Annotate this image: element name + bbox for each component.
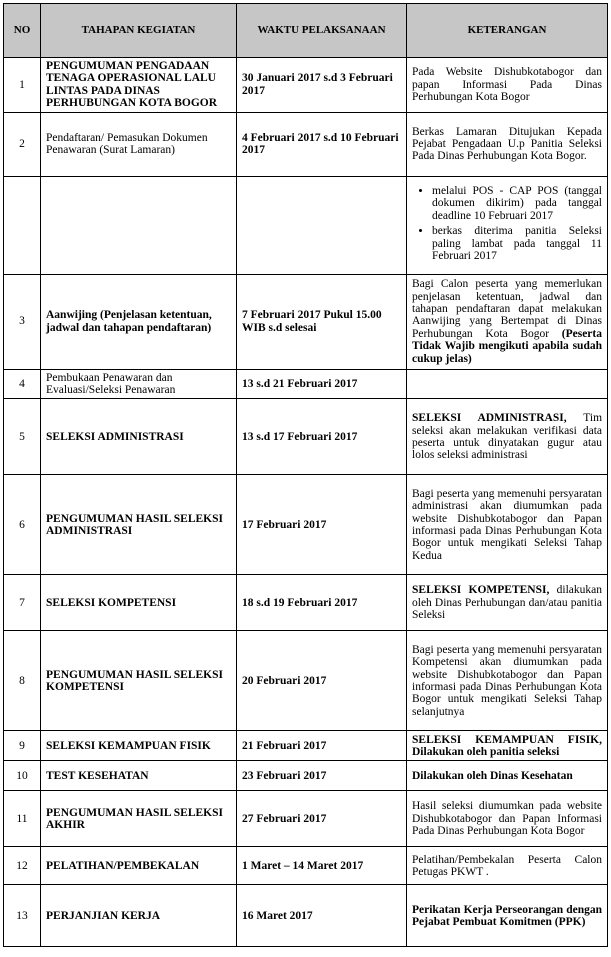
row-number: 1 [4,58,41,113]
table-row [4,731,608,761]
note-cell: Berkas Lamaran Ditujukan Kepada Pejabat Pengadaan U.p Panitia Seleksi Pada Dinas Perhubungan Kota Bogor. [407,112,608,176]
header-no: NO [4,4,41,58]
note-cell: Perikatan Kerja Perseorangan dengan Pejabat Pembuat Komitmen (PPK) [407,885,608,947]
activity-cell: PENGUMUMAN PENGADAAN TENAGA OPERASIONAL LALU LINTAS PADA DINAS PERHUBUNGAN KOTA BOGOR [41,58,237,113]
activity-cell: PERJANJIAN KERJA [41,885,237,947]
activity-cell: SELEKSI KEMAMPUAN FISIK [41,731,237,761]
table-row [4,575,608,631]
time-cell: 13 s.d 21 Februari 2017 [237,369,407,399]
table-row [4,791,608,847]
time-cell: 7 Februari 2017 Pukul 15.00 WIB s.d selesai [237,274,407,369]
row-number: 6 [4,475,41,575]
activity-cell: PENGUMUMAN HASIL SELEKSI KOMPETENSI [41,631,237,731]
note-cell: Bagi peserta yang memenuhi persyaratan Kompetensi akan diumumkan pada website Dishubkotabogor dan Papan informasi pada Dinas Perhubungan Kota Bogor untuk mengikati Seleksi Tahap selanjutnya [407,631,608,731]
activity-cell: SELEKSI KOMPETENSI [41,575,237,631]
header-row [4,4,608,58]
empty-cell [41,176,237,274]
table-row [4,176,608,274]
list-item: • berkas diterima panitia Seleksi paling lambat pada tanggal 11 Februari 2017 [432,225,602,262]
activity-cell: TEST KESEHATAN [41,761,237,791]
note-cell [407,176,608,274]
header-waktu: WAKTU PELAKSANAAN [237,4,407,58]
note-cell [407,369,608,399]
row-number: 13 [4,885,41,947]
table-row [4,631,608,731]
empty-cell [237,176,407,274]
note-cell [407,274,608,369]
time-cell: 1 Maret – 14 Maret 2017 [237,847,407,885]
activity-cell: Pembukaan Penawaran dan Evaluasi/Seleksi Penawaran [41,369,237,399]
note-cell: Hasil seleksi diumumkan pada website Dishubkotabogor dan Papan Informasi Pada Dinas Perhubungan Kota Bogor [407,791,608,847]
table-row [4,112,608,176]
table-row [4,761,608,791]
table-row [4,58,608,113]
list-item: • melalui POS - CAP POS (tanggal dokumen dikirim) pada tanggal deadline 10 Februari 2017 [432,185,602,222]
note-emphasis: SELEKSI KOMPETENSI, [412,584,550,597]
activity-cell: SELEKSI ADMINISTRASI [41,399,237,475]
table-row [4,885,608,947]
time-cell: 20 Februari 2017 [237,631,407,731]
time-cell: 4 Februari 2017 s.d 10 Februari 2017 [237,112,407,176]
activity-cell: Pendaftaran/ Pemasukan Dokumen Penawaran (Surat Lamaran) [41,112,237,176]
time-cell: 21 Februari 2017 [237,731,407,761]
note-emphasis: SELEKSI ADMINISTRASI, [412,412,567,425]
submission-notes-list [412,185,602,262]
row-number: 9 [4,731,41,761]
row-number: 5 [4,399,41,475]
row-number: 12 [4,847,41,885]
header-tahapan: TAHAPAN KEGIATAN [41,4,237,58]
note-emphasis: (Peserta Tidak Wajib mengikuti apabila sudah cukup jelas) [412,327,602,365]
time-cell: 18 s.d 19 Februari 2017 [237,575,407,631]
row-number: 10 [4,761,41,791]
time-cell: 27 Februari 2017 [237,791,407,847]
row-number: 7 [4,575,41,631]
activity-cell: PENGUMUMAN HASIL SELEKSI AKHIR [41,791,237,847]
note-text: Bagi Calon peserta yang memerlukan penjelasan ketentuan, jadwal dan tahapan pendaftaran dapat melakukan Aanwijing yang Bertempat di Dinas Perhubungan Kota Bogor [412,278,602,340]
time-cell: 13 s.d 17 Februari 2017 [237,399,407,475]
row-number: 11 [4,791,41,847]
header-keterangan: KETERANGAN [407,4,608,58]
table-row [4,847,608,885]
note-text: Tim seleksi akan melakukan verifikasi data peserta untuk dinyatakan gugur atau lolos seleksi administrasi [412,412,603,462]
empty-cell [4,176,41,274]
row-number: 4 [4,369,41,399]
time-cell: 30 Januari 2017 s.d 3 Februari 2017 [237,58,407,113]
activity-cell: Aanwijing (Penjelasan ketentuan, jadwal dan tahapan pendaftaran) [41,274,237,369]
schedule-table [3,3,608,947]
note-text: dilakukan oleh Dinas Perhubungan dan/atau panitia Seleksi [412,584,602,622]
row-number: 8 [4,631,41,731]
time-cell: 17 Februari 2017 [237,475,407,575]
note-cell: Pelatihan/Pembekalan Peserta Calon Petugas PKWT . [407,847,608,885]
note-cell [407,575,608,631]
row-number: 3 [4,274,41,369]
table-row [4,399,608,475]
table-row [4,274,608,369]
row-number: 2 [4,112,41,176]
note-cell: Dilakukan oleh Dinas Kesehatan [407,761,608,791]
note-cell: Pada Website Dishubkotabogor dan papan Informasi Pada Dinas Perhubungan Kota Bogor [407,58,608,113]
note-cell: SELEKSI KEMAMPUAN FISIK, Dilakukan oleh panitia seleksi [407,731,608,761]
table-row [4,369,608,399]
time-cell: 23 Februari 2017 [237,761,407,791]
note-cell [407,399,608,475]
table-row [4,475,608,575]
time-cell: 16 Maret 2017 [237,885,407,947]
note-cell: Bagi peserta yang memenuhi persyaratan administrasi akan diumumkan pada website Dishubkotabogor dan Papan informasi pada Dinas Perhubungan Kota Bogor untuk mengikati Seleksi Tahap Kedua [407,475,608,575]
activity-cell: PENGUMUMAN HASIL SELEKSI ADMINISTRASI [41,475,237,575]
activity-cell: PELATIHAN/PEMBEKALAN [41,847,237,885]
